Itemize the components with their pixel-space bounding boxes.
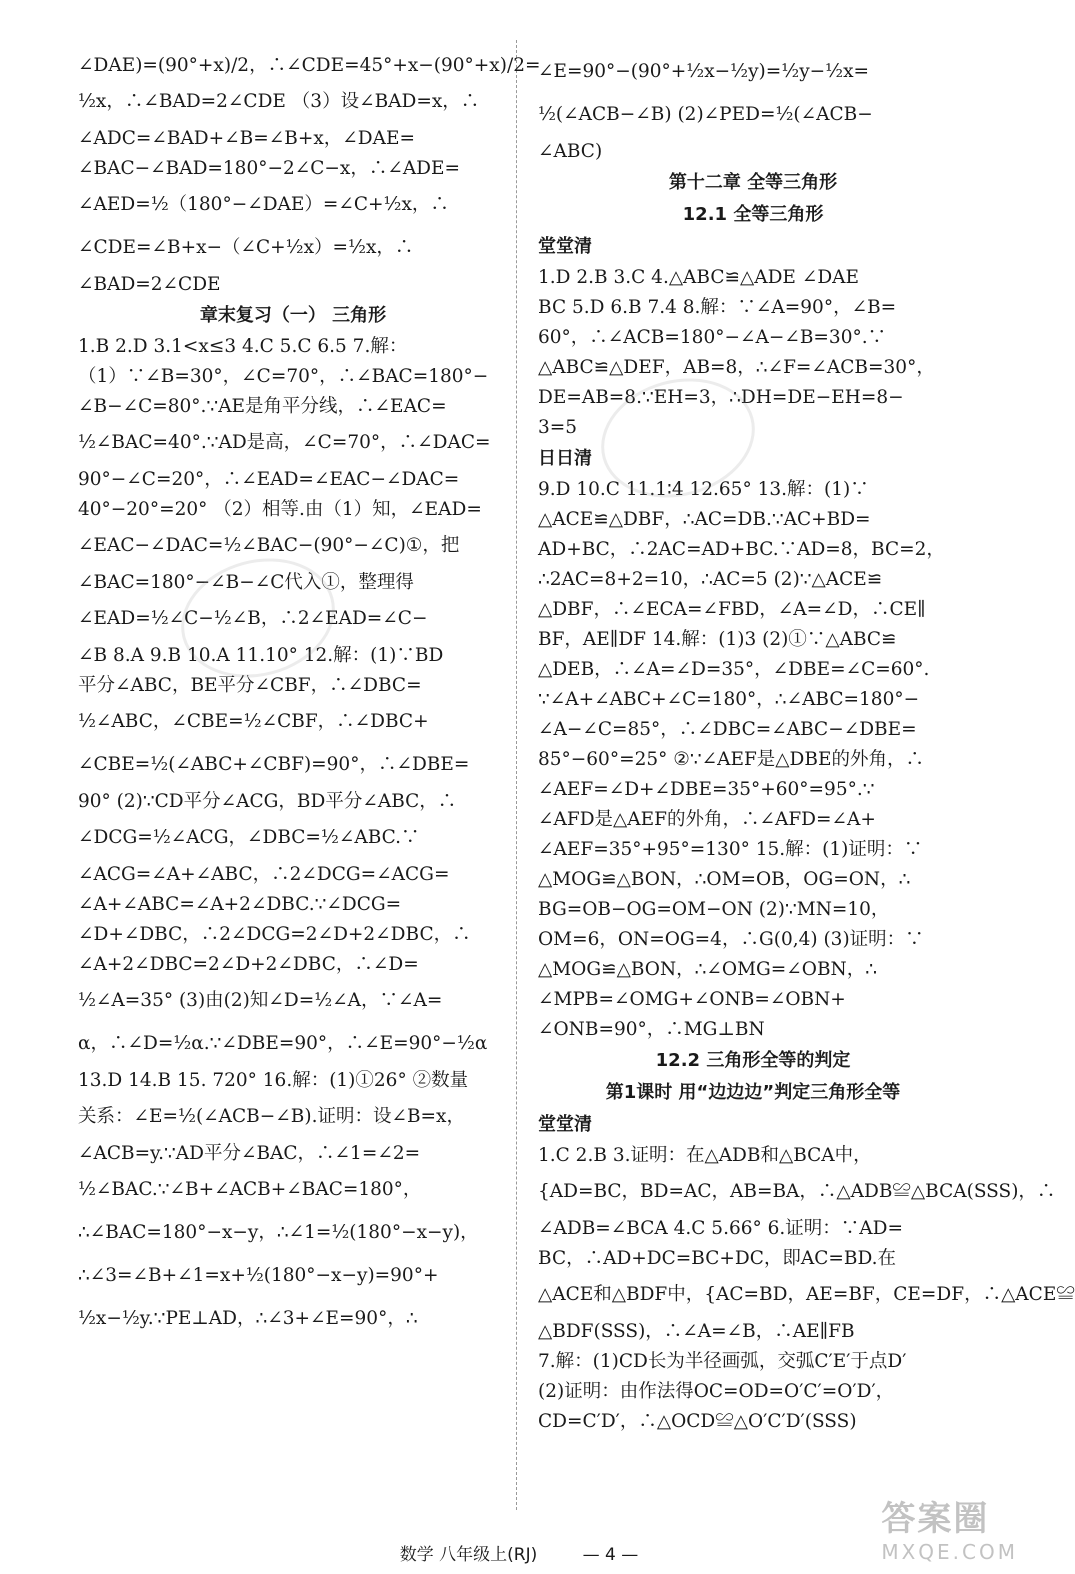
answer-line: 7.解：(1)CD长为半径画弧，交弧C′E′于点D′ [538,1351,907,1372]
answer-line: 60°，∴∠ACB=180°−∠A−∠B=30°.∵ [538,327,887,348]
answer-line: △MOG≌△BON，∴OM=OB，OG=ON，∴ [538,869,911,890]
answer-line: ∠A+2∠DBC=2∠D+2∠DBC，∴∠D= [78,954,419,975]
answer-line: △DEB，∴∠A=∠D=35°，∠DBE=∠C=60°. [538,659,930,680]
answer-line: ½∠ABC，∠CBE=½∠CBF，∴∠DBC+ [78,711,429,732]
answer-line: ∠AEF=35°+95°=130° 15.解：(1)证明：∵ [538,839,923,860]
subsection-label: 堂堂清 [538,236,592,257]
answer-line: α，∴∠D=½α.∵∠DBE=90°，∴∠E=90°−½α [78,1033,488,1054]
answer-line: ∠BAC−∠BAD=180°−2∠C−x，∴∠ADE= [78,158,461,179]
site-logo [881,1491,1018,1564]
answer-line: △DBF，∴∠ECA=∠FBD，∠A=∠D，∴CE∥ [538,599,926,620]
answer-line: BC，∴AD+DC=BC+DC，即AC=BD.在 [538,1248,897,1269]
answer-line: ∵∠A+∠ABC+∠C=180°，∴∠ABC=180°− [538,689,920,710]
answer-line: 90° (2)∵CD平分∠ACG，BD平分∠ABC，∴ [78,791,457,812]
answer-line: ∠B−∠C=80°.∵AE是角平分线，∴∠EAC= [78,396,447,417]
answer-line: ½∠A=35° (3)由(2)知∠D=½∠A，∵∠A= [78,990,443,1011]
answer-line: △ACE和△BDF中，{AC=BD，AE=BF，CE=DF，∴△ACE≌ [538,1284,1075,1305]
answer-line: ∠D+∠DBC，∴2∠DCG=2∠D+2∠DBC，∴ [78,924,471,945]
section-heading: 第1课时 用“边边边”判定三角形全等 [605,1082,901,1103]
answer-line: △ACE≌△DBF，∴AC=DB.∵AC+BD= [538,509,871,530]
answer-line: ∠B 8.A 9.B 10.A 11.10° 12.解：(1)∵BD [78,645,444,666]
answer-line: ∠DCG=½∠ACG，∠DBC=½∠ABC.∵ [78,827,420,848]
answer-line: BF，AE∥DF 14.解：(1)3 (2)①∵△ABC≌ [538,629,897,650]
answer-line: ∴∠BAC=180°−x−y，∴∠1=½(180°−x−y)， [78,1222,479,1243]
answer-line: ∠AFD是△AEF的外角，∴∠AFD=∠A+ [538,809,876,830]
answer-line: ∠EAC−∠DAC=½∠BAC−(90°−∠C)①，把 [78,535,460,556]
answer-line: ∠MPB=∠OMG+∠ONB=∠OBN+ [538,989,846,1010]
logo-url: MXQE.COM [881,1540,1018,1564]
answer-line: BG=OB−OG=OM−ON (2)∵MN=10， [538,899,890,920]
answer-line: ∠ADC=∠BAD+∠B=∠B+x，∠DAE= [78,128,415,149]
answer-line: ∠ABC) [538,141,603,162]
answer-line: 1.B 2.D 3.1<x≤3 4.C 5.C 6.5 7.解： [78,336,408,357]
answer-line: 9.D 10.C 11.1∶4 12.65° 13.解：(1)∵ [538,479,869,500]
answer-line: 13.D 14.B 15. 720° 16.解：(1)①26° ②数量 [78,1070,469,1091]
answer-line: CD=C′D′，∴△OCD≌△O′C′D′(SSS) [538,1411,857,1432]
answer-line: ∠DAE)=(90°+x)/2，∴∠CDE=45°+x−(90°+x)/2= [78,55,541,76]
answer-line: ½x，∴∠BAD=2∠CDE （3）设∠BAD=x，∴ [78,91,480,112]
answer-line: ∠ONB=90°，∴MG⊥BN [538,1019,765,1040]
answer-line: ∠ACG=∠A+∠ABC，∴2∠DCG=∠ACG= [78,864,450,885]
answer-line: 1.C 2.B 3.证明：在△ADB和△BCA中， [538,1145,872,1166]
answer-line: ∠BAD=2∠CDE [78,274,221,295]
answer-line: BC 5.D 6.B 7.4 8.解：∵∠A=90°，∠B= [538,297,897,318]
answer-line: 平分∠ABC，BE平分∠CBF，∴∠DBC= [78,675,422,696]
answer-line: ½x−½y.∵PE⊥AD，∴∠3+∠E=90°，∴ [78,1308,418,1329]
answer-line: ∠E=90°−(90°+½x−½y)=½y−½x= [538,61,870,82]
answer-line: ∠ADB=∠BCA 4.C 5.66° 6.证明：∵AD= [538,1218,903,1239]
section-heading: 章末复习（一） 三角形 [199,305,387,326]
answer-line: ∠CDE=∠B+x−（∠C+½x）=½x，∴ [78,237,414,258]
column-divider [516,40,517,1510]
logo-text: 答案圈 [881,1499,990,1539]
answer-line: (2)证明：由作法得OC=OD=O′C′=O′D′， [538,1381,895,1402]
answer-line: 85°−60°=25° ②∵∠AEF是△DBE的外角，∴ [538,749,924,770]
answer-line: ½∠BAC.∵∠B+∠ACB+∠BAC=180°， [78,1179,422,1200]
subsection-label: 日日清 [538,448,592,469]
answer-line: △ABC≌△DEF，AB=8，∴∠F=∠ACB=30°， [538,357,935,378]
left-column [78,52,541,1342]
answer-line: ∠A+∠ABC=∠A+2∠DBC.∵∠DCG= [78,894,402,915]
answer-line: ∠CBE=½(∠ABC+∠CBF)=90°，∴∠DBE= [78,754,470,775]
answer-line: DE=AB=8.∵EH=3，∴DH=DE−EH=8− [538,387,904,408]
answer-line: ∠A−∠C=85°，∴∠DBC=∠ABC−∠DBE= [538,719,917,740]
answer-line: 90°−∠C=20°，∴∠EAD=∠EAC−∠DAC= [78,469,460,490]
answer-line: ∴2AC=8+2=10，∴AC=5 (2)∵△ACE≌ [538,569,883,590]
answer-line: ½∠BAC=40°.∵AD是高，∠C=70°，∴∠DAC= [78,432,491,453]
answer-line: 关系：∠E=½(∠ACB−∠B).证明：设∠B=x， [78,1106,465,1127]
answer-line: 3=5 [538,417,578,438]
answer-line: AD+BC，∴2AC=AD+BC.∵AD=8，BC=2， [538,539,945,560]
answer-line: ∠BAC=180°−∠B−∠C代入①，整理得 [78,572,414,593]
page-number: — 4 — [582,1545,639,1565]
answer-line: △BDF(SSS)，∴∠A=∠B，∴AE∥FB [538,1321,855,1342]
answer-line: （1）∵∠B=30°，∠C=70°，∴∠BAC=180°− [78,366,489,387]
answer-line: ∠AED=½（180°−∠DAE）=∠C+½x，∴ [78,194,449,215]
answer-line: 1.D 2.B 3.C 4.△ABC≌△ADE ∠DAE [538,267,860,288]
answer-line: ∠AEF=∠D+∠DBE=35°+60°=95°.∵ [538,779,875,800]
answer-line: ½(∠ACB−∠B) (2)∠PED=½(∠ACB− [538,104,873,125]
answer-line: OM=6，ON=OG=4，∴G(0,4) (3)证明：∵ [538,929,924,950]
footer-subject: 数学 八年级上(RJ) [399,1545,538,1565]
answer-line: ∠ACB=y.∵AD平分∠BAC，∴∠1=∠2= [78,1143,421,1164]
answer-line: ∠EAD=½∠C−½∠B，∴2∠EAD=∠C− [78,608,428,629]
section-heading: 第十二章 全等三角形 [668,172,838,193]
answer-line: △MOG≌△BON，∴∠OMG=∠OBN，∴ [538,959,878,980]
answer-line: {AD=BC，BD=AC，AB=BA，∴△ADB≌△BCA(SSS)，∴ [538,1181,1056,1202]
right-column [538,52,1075,1438]
answer-line: ∴∠3=∠B+∠1=x+½(180°−x−y)=90°+ [78,1265,439,1286]
subsection-label: 堂堂清 [538,1114,592,1135]
section-heading: 12.1 全等三角形 [682,204,824,225]
section-heading: 12.2 三角形全等的判定 [655,1050,851,1071]
answer-line: 40°−20°=20° （2）相等.由（1）知，∠EAD= [78,499,482,520]
